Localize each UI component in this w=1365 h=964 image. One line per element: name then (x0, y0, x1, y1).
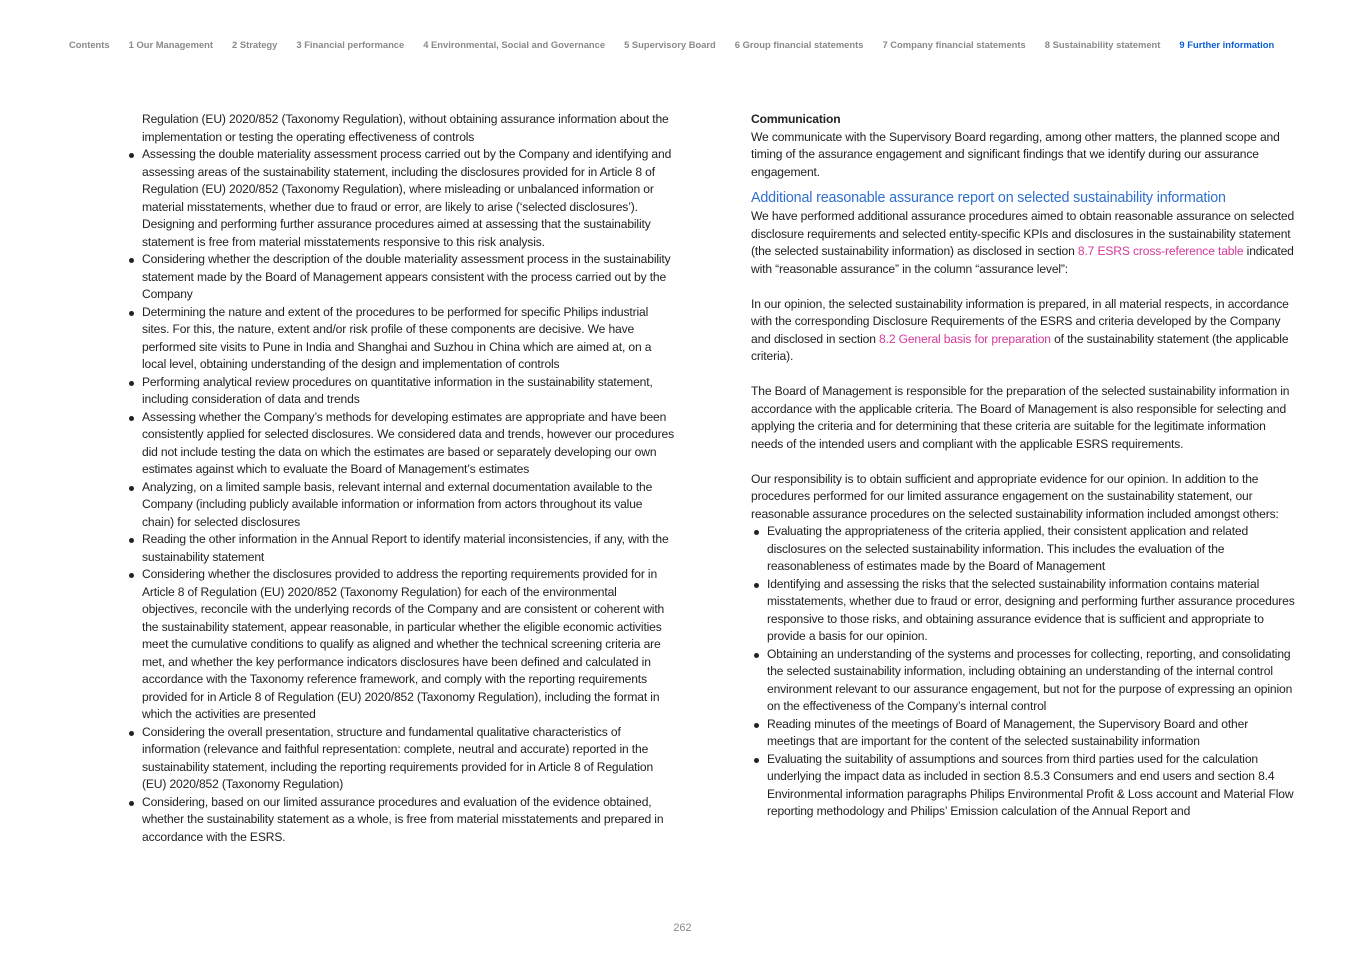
list-item: Assessing the double materiality assessment process carried out by the Company and identifying and assessing areas of the sustainability statement, including the disclosures provided for in Article 8 of Regulation (EU) 2020/852 (Taxonomy Regulation), where misleading or unbalanced information or material misstatements, whether due to fraud or error, are likely to arise (‘selected disclosures’). Designing and performing further assurance procedures aimed at assessing that the sustainability statement is free from material misstatements responsive to this risk analysis. (142, 146, 674, 251)
our-responsibility-paragraph: Our responsibility is to obtain sufficient and appropriate evidence for our opinion. In addition to the procedures performed for our limited assurance engagement on the sustainability statement, our reasonable assurance procedures on the selected sustainability information included amongst others: (751, 471, 1279, 521)
list-item: Considering, based on our limited assurance procedures and evaluation of the evidence obtained, whether the sustainability statement as a whole, is free from material misstatements and prepared in accordance with the ESRS. (142, 794, 674, 847)
communication-text: We communicate with the Supervisory Board regarding, among other matters, the planned scope and timing of the assurance engagement and significant findings that we identify during our assurance engagement. (751, 129, 1280, 179)
nav-strategy[interactable]: 2 Strategy (232, 39, 278, 50)
reasonable-assurance-procedures-list (751, 523, 1297, 821)
lead-text: Regulation (EU) 2020/852 (Taxonomy Regulation), without obtaining assurance information about the implementation or testing the operating effectiveness of controls (142, 112, 669, 144)
section-navigation (69, 39, 1365, 50)
list-item: Considering the overall presentation, structure and fundamental qualitative characteristics of information (relevance and faithful representation: complete, neutral and accurate) reported in the sustainability statement, including the reporting requirements provided for in Article 8 of Regulation (EU) 2020/852 (Taxonomy Regulation) (142, 724, 674, 794)
opinion-paragraph (751, 296, 1297, 366)
list-item: Identifying and assessing the risks that the selected sustainability information contains material misstatements, whether due to fraud or error, designing and performing further assurance procedures responsive to those risks, and obtaining assurance evidence that is sufficient and appropriate to provide a basis for our opinion. (767, 576, 1297, 646)
responsibility-paragraph: The Board of Management is responsible for the preparation of the selected sustainability information in accordance with the applicable criteria. The Board of Management is also responsible for selecting and applying the criteria and for determining that these criteria are suitable for the legitimate information needs of the intended users and compliant with the applicable ESRS requirements. (751, 384, 1290, 451)
list-item: Reading minutes of the meetings of Board of Management, the Supervisory Board and other meetings that are important for the content of the selected sustainability information (767, 716, 1297, 751)
list-item: Considering whether the disclosures provided to address the reporting requirements provided for in Article 8 of Regulation (EU) 2020/852 (Taxonomy Regulation) for each of the environmental objectives, reconcile with the underlying records of the Company and are consistent or coherent with the sustainability statement, appear reasonable, in particular whether the eligible economic activities meet the cumulative conditions to qualify as aligned and whether the technical screening criteria are met, and whether the key performance indicators disclosures have been defined and calculated in accordance with the Taxonomy reference framework, and comply with the reporting requirements provided for in Article 8 of Regulation (EU) 2020/852 (Taxonomy Regulation), including the format in which the activities are presented (142, 566, 674, 724)
nav-supervisory-board[interactable]: 5 Supervisory Board (624, 39, 716, 50)
list-item: Reading the other information in the Annual Report to identify material inconsistencies, if any, with the sustainability statement (142, 531, 674, 566)
list-item: Evaluating the suitability of assumptions and sources from third parties used for the calculation underlying the impact data as included in section 8.5.3 Consumers and end users and section 8.4 Environmental information paragraphs Philips Environmental Profit & Loss account and Material Flow reporting methodology and Philips’ Emission calculation of the Annual Report and (767, 751, 1297, 821)
list-item: Considering whether the description of the double materiality assessment process in the sustainability statement made by the Board of Management appears consistent with the process carried out by the Company (142, 251, 674, 304)
list-item: Obtaining an understanding of the systems and processes for collecting, reporting, and consolidating the selected sustainability information, including obtaining an understanding of the internal control environment relevant to our assurance engagement, but not for the purpose of expressing an opinion on the effectiveness of the Company’s internal control (767, 646, 1297, 716)
paragraph-text: In our opinion, the selected sustainability information is prepared, in all material respects, in accordance with the corresponding Disclosure Requirements of the ESRS and criteria developed by the Company and disclosed in section (751, 296, 1289, 346)
section-heading: Additional reasonable assurance report on selected sustainability information (751, 190, 1226, 206)
right-column (751, 111, 1297, 821)
nav-group-financial-statements[interactable]: 6 Group financial statements (734, 39, 864, 50)
left-column (142, 111, 674, 846)
nav-sustainability-statement[interactable]: 8 Sustainability statement (1044, 39, 1161, 50)
communication-heading: Communication (751, 112, 841, 126)
list-item: Assessing whether the Company’s methods for developing estimates are appropriate and have been consistently applied for selected disclosures. We considered data and trends, however our procedures did not include testing the data on which the estimates are based or separately developing our own estimates against which to evaluate the Board of Management’s estimates (142, 409, 674, 479)
limited-assurance-procedures-list (142, 146, 674, 846)
nav-esg[interactable]: 4 Environmental, Social and Governance (423, 39, 606, 50)
page-number: 262 (673, 922, 692, 934)
nav-contents[interactable]: Contents (69, 39, 110, 50)
paragraph-text: indicated with “reasonable assurance” in the column “assurance level”: (751, 244, 1294, 276)
intro-paragraph (751, 208, 1297, 278)
nav-further-information[interactable]: 9 Further information (1179, 39, 1275, 50)
general-basis-link[interactable]: 8.2 General basis for preparation (879, 331, 1051, 346)
list-item: Evaluating the appropriateness of the criteria applied, their consistent application and related disclosures on the selected sustainability information. This includes the evaluation of the reasonableness of estimates made by the Board of Management (767, 523, 1297, 576)
paragraph-text: of the sustainability statement (the applicable criteria). (751, 331, 1289, 363)
esrs-cross-reference-link[interactable]: 8.7 ESRS cross-reference table (1077, 244, 1244, 258)
paragraph-text: We have performed additional assurance procedures aimed to obtain reasonable assurance on selected disclosure requirements and selected entity-specific KPIs and disclosures in the sustainability statement (the selected sustainability information) as disclosed in section (751, 209, 1295, 258)
list-item: Analyzing, on a limited sample basis, relevant internal and external documentation available to the Company (including publicly available information or information from actors throughout its value chain) for selected disclosures (142, 479, 674, 532)
nav-company-financial-statements[interactable]: 7 Company financial statements (882, 39, 1026, 50)
nav-financial-performance[interactable]: 3 Financial performance (296, 39, 405, 50)
list-item: Performing analytical review procedures on quantitative information in the sustainability statement, including consideration of data and trends (142, 374, 674, 409)
list-item: Determining the nature and extent of the procedures to be performed for specific Philips industrial sites. For this, the nature, extent and/or risk profile of these components are decisive. We have performed site visits to Pune in India and Shanghai and Suzhou in China which are aimed at, on a local level, obtaining understanding of the design and implementation of controls (142, 304, 674, 374)
nav-our-management[interactable]: 1 Our Management (128, 39, 214, 50)
